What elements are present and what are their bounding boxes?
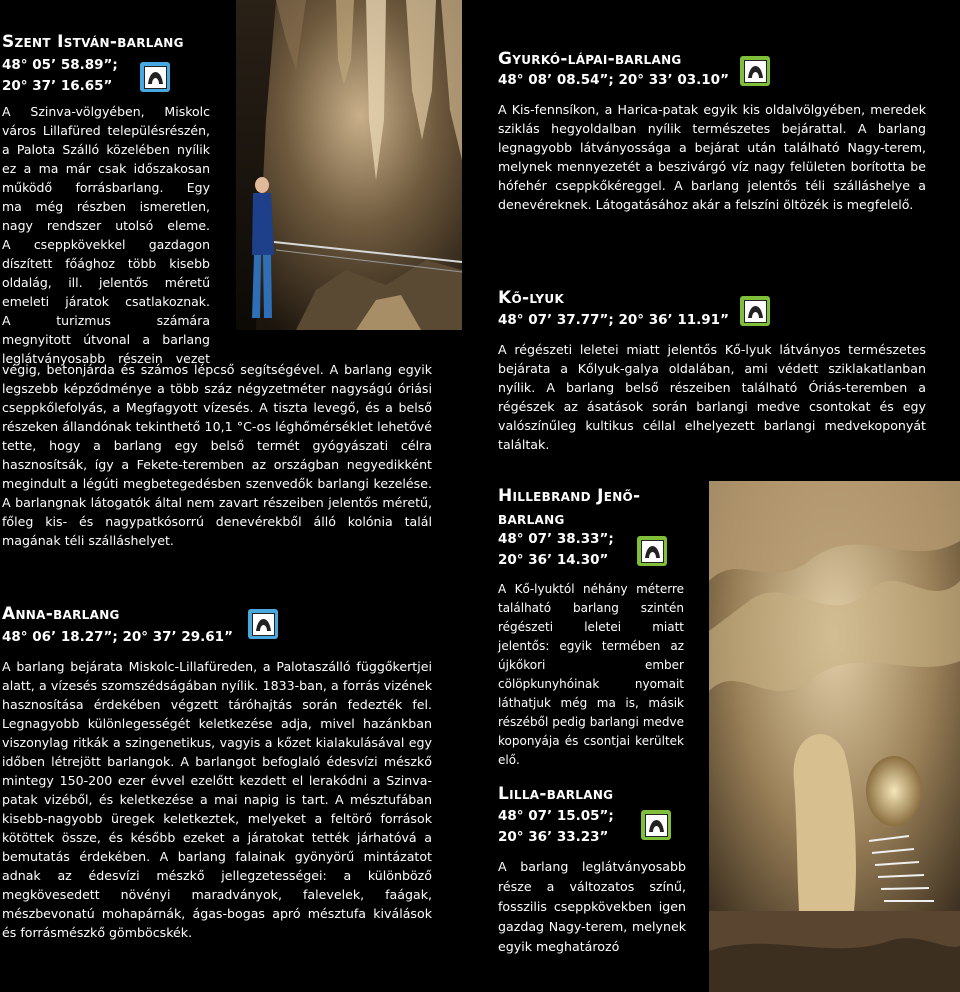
text-line: a Palota Szálló közelében nyílik — [2, 142, 210, 157]
cave-sign-icon — [248, 609, 278, 639]
szent-istvan-title: Szent István-barlang — [2, 32, 184, 52]
cave-photo-szent-istvan — [236, 0, 462, 330]
szent-istvan-body: végig, betonjárda és számos lépcső segítségével. A barlang egyik legszebb képződménye a több száz négyzetméter nagyságú óriási cseppkőlefolyás, a Megfagyott vízesés. A tiszta levegő, és a belső részeken állandónak tekinthető 10,1 °C-os léghőmérséklet lehetővé tette, hogy a barlang egy belső termét gyógyászati célra hasznosítsák, így a Fekete-teremben az országban negyedikként megindult a légúti megbetegedésben szenvedők barlangi kezelése. A barlangnak látogatók által nem zavart részeiben jelentős méretű, főleg kis- és nagypatkósorrú denevérekből álló kolónia talál magának téli szálláshelyet. — [2, 362, 432, 548]
text-line: emeleti járatok csatlakoznak. — [2, 294, 210, 309]
cave-sign-icon — [740, 296, 770, 326]
lilla-body: A barlang leglátványosabb része a változatos színű, fosszilis cseppkövekben igen gazdag Nagy-terem, melynek egyik meghatározó — [498, 859, 686, 954]
anna-coords: 48° 06’ 18.27”; 20° 37’ 29.61” — [2, 629, 233, 645]
kolyuk-title: Kő-lyuk — [498, 288, 565, 308]
text-line: A Szinva-völgyében, Miskolc — [2, 104, 210, 119]
text-line: oldalág, ill. jelentős méretű — [2, 275, 210, 290]
cave-sign-icon — [641, 810, 671, 840]
text-line: ez a ma már csak időszakosan — [2, 161, 210, 176]
lilla-coord-lon: 20° 36’ 33.23” — [498, 829, 609, 845]
hillebrand-title-line2: barlang — [498, 509, 565, 529]
gyurko-body: A Kis-fennsíkon, a Harica-patak egyik kis oldalvölgyében, meredek sziklás hegyoldalban nyílik természetes bejárattal. A barlang legnagyobb látványossága a bejárat után található Nagy-terem, melynek mennyezetét a beszivárgó víz nagy felületen borította be hófehér cseppkőkéreggel. A barlang jelentős téli szálláshelye a denevéreknek. Látogatásához akár a felszíni öltözék is megfelelő. — [498, 102, 926, 212]
hillebrand-body: A Kő-lyuktól néhány méterre található barlang szintén régészeti leletei miatt jelentős: egyik termében az újkőkori ember cölöpkunyhóinak nyomait láthatjuk még ma is, másik részéből pedig barlangi medve koponyája és csontjai kerültek elő. — [498, 582, 684, 767]
anna-body: A barlang bejárata Miskolc-Lillafüreden, a Palotaszálló függőkertjei alatt, a vízesés szomszédságában nyílik. 1833-ban, a forrás vizének hasznosítása érdekében végzett táróhajtás során fedezték fel. Legnagyobb különlegességét keletkezése adja, mivel hazánkban viszonylag ritkák a szingenetikus, vagyis a kőzet kialakulásával egy időben létrejött barlangok. A barlangot befoglaló édesvízi mészkő mintegy 150-200 ezer évvel ezelőtt kezdett el lerakódni a Szinva-patak vizéből, és keletkezése a mai napig is tart. A mésztufában kisebb-nagyobb üregek keletkeztek, melyeket a feltörő források kötöttek össze, és később ezeket a járatokat tették járhatóvá a bemutatás érdekében. A barlang falainak gyönyörű mintázatot adnak az édesvízi mészkő jellegzetességei: a különböző megkövesedett növényi maradványok, falevelek, faágak, mészbevonatú mohapárnák, ágas-bogas apró mésztufa kiválások és forrásmészkő gömböcskék. — [2, 659, 432, 940]
gyurko-title: Gyurkó-lápai-barlang — [498, 49, 682, 69]
kolyuk-body: A régészeti leletei miatt jelentős Kő-lyuk látványos természetes bejárata a Kőlyuk-galya oldalában, ami védett sziklakatlanban nyílik. A barlang belső részeiben található Óriás-teremben a régészek az ásatások során barlangi medve csontokat és egy valószínűleg kultikus céllal elhelyezett barlangi medvekoponyát találtak. — [498, 342, 926, 452]
cave-photo-hillebrand-lilla — [709, 481, 960, 992]
szent-istvan-coord-lat: 48° 05’ 58.89”; — [2, 57, 118, 73]
cave-sign-icon — [637, 536, 667, 566]
text-line: díszített főághoz több kisebb — [2, 256, 210, 271]
text-line: leglátványosabb részein vezet — [2, 351, 210, 366]
hillebrand-title-line1: Hillebrand Jenő- — [498, 486, 641, 506]
text-line: működő forrásbarlang. Egy — [2, 180, 210, 195]
text-line: A cseppkövekkel gazdagon — [2, 237, 210, 252]
hillebrand-coord-lon: 20° 36’ 14.30” — [498, 552, 609, 568]
cave-sign-icon — [140, 62, 170, 92]
szent-istvan-coord-lon: 20° 37’ 16.65” — [2, 78, 113, 94]
text-line: város Lillafüred településrészén, — [2, 123, 210, 138]
szent-istvan-intro — [2, 102, 210, 368]
gyurko-coords: 48° 08’ 08.54”; 20° 33’ 03.10” — [498, 72, 729, 88]
text-line: ma még részben ismeretlen, — [2, 199, 210, 214]
text-line: A turizmus számára — [2, 313, 210, 328]
kolyuk-coords: 48° 07’ 37.77”; 20° 36’ 11.91” — [498, 312, 729, 328]
text-line: megnyitott útvonal a barlang — [2, 332, 210, 347]
lilla-title: Lilla-barlang — [498, 784, 614, 804]
anna-title: Anna-barlang — [2, 604, 120, 624]
lilla-coord-lat: 48° 07’ 15.05”; — [498, 808, 614, 824]
hillebrand-coord-lat: 48° 07’ 38.33”; — [498, 531, 614, 547]
cave-sign-icon — [740, 56, 770, 86]
text-line: nagy rendszer utolsó eleme. — [2, 218, 210, 233]
